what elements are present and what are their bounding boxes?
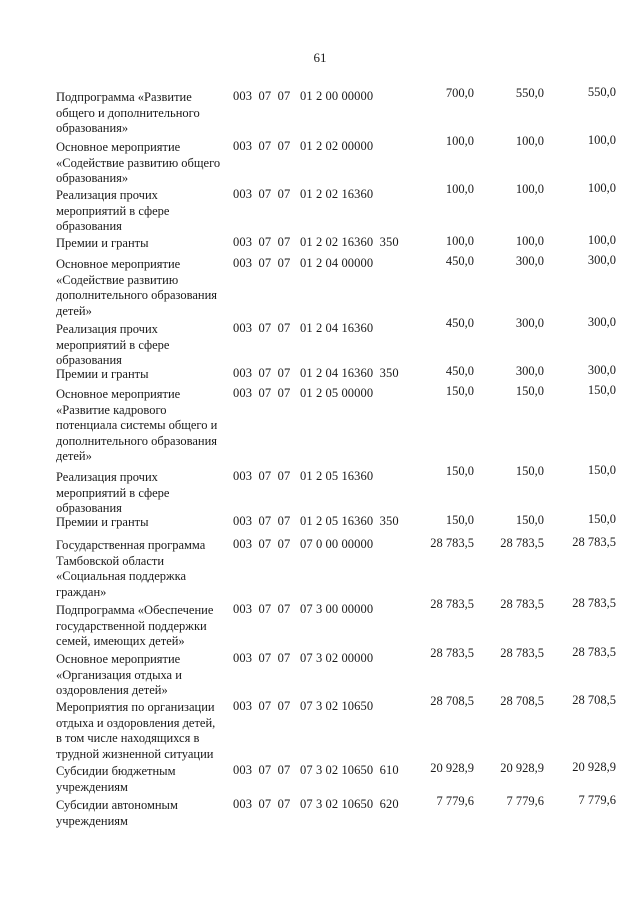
row-value-2: 300,0	[515, 316, 544, 330]
row-value-1: 20 928,9	[430, 761, 474, 775]
row-code: 003 07 07 01 2 05 00000	[233, 386, 374, 400]
row-name: Подпрограмма «Обеспечение государственной поддержки семей, имеющих детей»	[56, 603, 214, 648]
row-value-1: 28 783,5	[430, 536, 474, 550]
row-value-3: 550,0	[587, 85, 616, 99]
row-value-1: 28 783,5	[430, 597, 474, 611]
row-code: 003 07 07 07 3 02 10650 620	[233, 797, 399, 811]
row-name: Премии и гранты	[56, 515, 149, 529]
row-code: 003 07 07 01 2 05 16360	[233, 469, 374, 483]
row-value-3: 100,0	[587, 181, 616, 195]
row-value-3: 300,0	[587, 363, 616, 377]
row-code: 003 07 07 01 2 02 00000	[233, 139, 374, 153]
row-code: 003 07 07 07 3 02 10650 610	[233, 763, 399, 777]
row-name: Основное мероприятие «Содействие развитию дополнительного образования детей»	[56, 257, 218, 318]
row-name: Субсидии бюджетным учреждениям	[56, 764, 176, 794]
row-code: 003 07 07 01 2 04 00000	[233, 256, 374, 270]
row-name: Основное мероприятие «Содействие развитию общего образования»	[56, 140, 221, 185]
row-value-2: 150,0	[515, 384, 544, 398]
row-value-3: 28 783,5	[572, 645, 616, 659]
row-value-1: 100,0	[445, 234, 474, 248]
row-value-2: 28 783,5	[500, 597, 544, 611]
row-value-1: 450,0	[445, 364, 474, 378]
row-name: Реализация прочих мероприятий в сфере образования	[56, 188, 170, 233]
row-value-2: 150,0	[515, 513, 544, 527]
row-value-1: 7 779,6	[436, 794, 474, 808]
row-value-3: 100,0	[587, 233, 616, 247]
row-value-2: 28 783,5	[500, 536, 544, 550]
row-value-2: 100,0	[515, 182, 544, 196]
row-code: 003 07 07 01 2 02 16360	[233, 187, 374, 201]
row-value-2: 100,0	[515, 234, 544, 248]
row-value-1: 28 783,5	[430, 646, 474, 660]
row-value-3: 100,0	[587, 133, 616, 147]
row-name: Реализация прочих мероприятий в сфере образования	[56, 322, 170, 367]
row-name: Премии и гранты	[56, 367, 149, 381]
row-value-3: 7 779,6	[578, 793, 616, 807]
page-number: 61	[313, 50, 327, 65]
row-value-2: 7 779,6	[506, 794, 544, 808]
row-code: 003 07 07 01 2 02 16360 350	[233, 235, 399, 249]
row-code: 003 07 07 07 3 02 00000	[233, 651, 374, 665]
row-value-1: 150,0	[445, 464, 474, 478]
row-name: Субсидии автономным учреждениям	[56, 798, 178, 828]
row-value-3: 300,0	[587, 315, 616, 329]
row-value-2: 300,0	[515, 364, 544, 378]
row-name: Премии и гранты	[56, 236, 149, 250]
row-value-1: 100,0	[445, 182, 474, 196]
row-value-2: 300,0	[515, 254, 544, 268]
row-code: 003 07 07 01 2 05 16360 350	[233, 514, 399, 528]
row-value-2: 150,0	[515, 464, 544, 478]
row-value-3: 28 783,5	[572, 596, 616, 610]
row-code: 003 07 07 07 3 00 00000	[233, 602, 374, 616]
row-value-1: 150,0	[445, 384, 474, 398]
row-value-2: 28 783,5	[500, 646, 544, 660]
row-name: Основное мероприятие «Развитие кадрового потенциала системы общего и дополнительного образования детей»	[56, 387, 218, 463]
row-name: Подпрограмма «Развитие общего и дополнительного образования»	[56, 90, 200, 135]
row-code: 003 07 07 07 0 00 00000	[233, 537, 374, 551]
row-name: Реализация прочих мероприятий в сфере образования	[56, 470, 170, 515]
row-value-2: 550,0	[515, 86, 544, 100]
row-code: 003 07 07 07 3 02 10650	[233, 699, 374, 713]
row-value-2: 20 928,9	[500, 761, 544, 775]
row-value-1: 28 708,5	[430, 694, 474, 708]
row-code: 003 07 07 01 2 04 16360 350	[233, 366, 399, 380]
row-value-3: 300,0	[587, 253, 616, 267]
row-value-3: 150,0	[587, 383, 616, 397]
row-value-1: 700,0	[445, 86, 474, 100]
row-value-1: 150,0	[445, 513, 474, 527]
row-value-1: 450,0	[445, 316, 474, 330]
row-code: 003 07 07 01 2 00 00000	[233, 89, 374, 103]
row-name: Мероприятия по организации отдыха и оздоровления детей, в том числе находящихся в трудной жизненной ситуации	[56, 700, 216, 761]
row-code: 003 07 07 01 2 04 16360	[233, 321, 374, 335]
row-value-3: 150,0	[587, 463, 616, 477]
row-value-1: 450,0	[445, 254, 474, 268]
row-value-2: 28 708,5	[500, 694, 544, 708]
row-value-3: 150,0	[587, 512, 616, 526]
row-value-3: 28 783,5	[572, 535, 616, 549]
row-value-3: 28 708,5	[572, 693, 616, 707]
row-name: Основное мероприятие «Организация отдыха и оздоровления детей»	[56, 652, 182, 697]
row-name: Государственная программа Тамбовской области «Социальная поддержка граждан»	[56, 538, 206, 599]
row-value-1: 100,0	[445, 134, 474, 148]
row-value-2: 100,0	[515, 134, 544, 148]
row-value-3: 20 928,9	[572, 760, 616, 774]
